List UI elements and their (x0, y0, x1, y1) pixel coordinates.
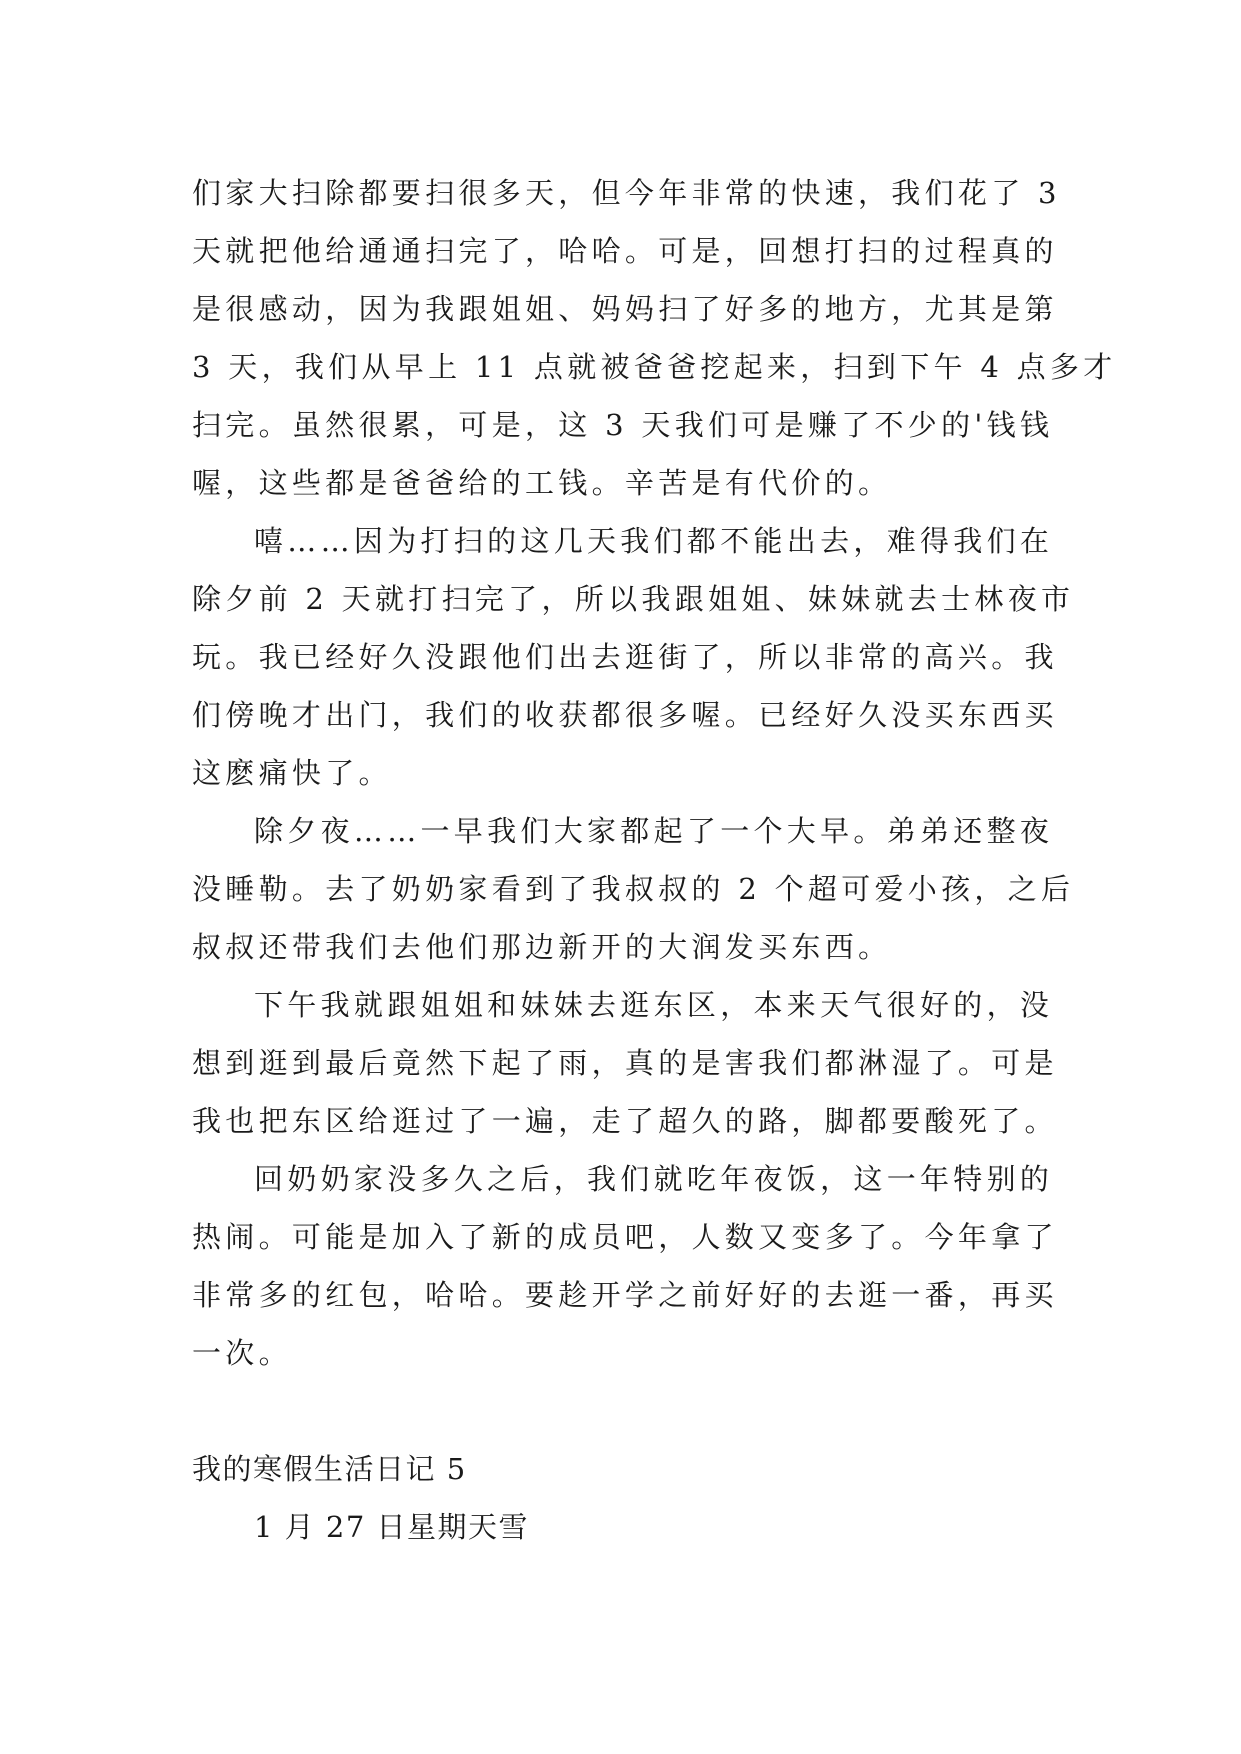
paragraph-line: 们家大扫除都要扫很多天，但今年非常的快速，我们花了 3 (192, 176, 1061, 210)
paragraph-line: 热闹。可能是加入了新的成员吧，人数又变多了。今年拿了 (192, 1220, 1058, 1254)
paragraph-line: 扫完。虽然很累，可是，这 3 天我们可是赚了不少的'钱钱 (192, 408, 1054, 442)
paragraph-line: 非常多的红包，哈哈。要趁开学之前好好的去逛一番，再买 (192, 1278, 1058, 1312)
paragraph-line: 这麽痛快了。 (192, 756, 392, 790)
document-body (192, 164, 1117, 1556)
paragraph-line: 一次。 (192, 1336, 292, 1370)
paragraph-line: 回奶奶家没多久之后，我们就吃年夜饭，这一年特别的 (254, 1162, 1054, 1196)
paragraph-line: 们傍晚才出门，我们的收获都很多喔。已经好久没买东西买 (192, 698, 1058, 732)
paragraph-line: 叔叔还带我们去他们那边新开的大润发买东西。 (192, 930, 892, 964)
paragraph-line: 下午我就跟姐姐和妹妹去逛东区，本来天气很好的，没 (254, 988, 1054, 1022)
paragraph-line: 除夕前 2 天就打扫完了，所以我跟姐姐、妹妹就去士林夜市 (192, 582, 1075, 616)
paragraph-line: 想到逛到最后竟然下起了雨，真的是害我们都淋湿了。可是 (192, 1046, 1058, 1080)
section-title: 我的寒假生活日记 5 (192, 1452, 467, 1486)
paragraph-line: 没睡勒。去了奶奶家看到了我叔叔的 2 个超可爱小孩，之后 (192, 872, 1075, 906)
paragraph-line: 嘻……因为打扫的这几天我们都不能出去，难得我们在 (254, 524, 1054, 558)
paragraph-line: 玩。我已经好久没跟他们出去逛街了，所以非常的高兴。我 (192, 640, 1058, 674)
paragraph-line: 我也把东区给逛过了一遍，走了超久的路，脚都要酸死了。 (192, 1104, 1058, 1138)
paragraph-line: 是很感动，因为我跟姐姐、妈妈扫了好多的地方，尤其是第 (192, 292, 1058, 326)
paragraph-line: 除夕夜……一早我们大家都起了一个大早。弟弟还整夜 (254, 814, 1054, 848)
paragraph-line: 天就把他给通通扫完了，哈哈。可是，回想打扫的过程真的 (192, 234, 1058, 268)
blank-line (192, 1382, 1072, 1440)
paragraph-line: 3 天，我们从早上 11 点就被爸爸挖起来，扫到下午 4 点多才 (192, 350, 1117, 384)
paragraph-line: 喔，这些都是爸爸给的工钱。辛苦是有代价的。 (192, 466, 892, 500)
date-line: 1 月 27 日星期天雪 (254, 1510, 530, 1544)
